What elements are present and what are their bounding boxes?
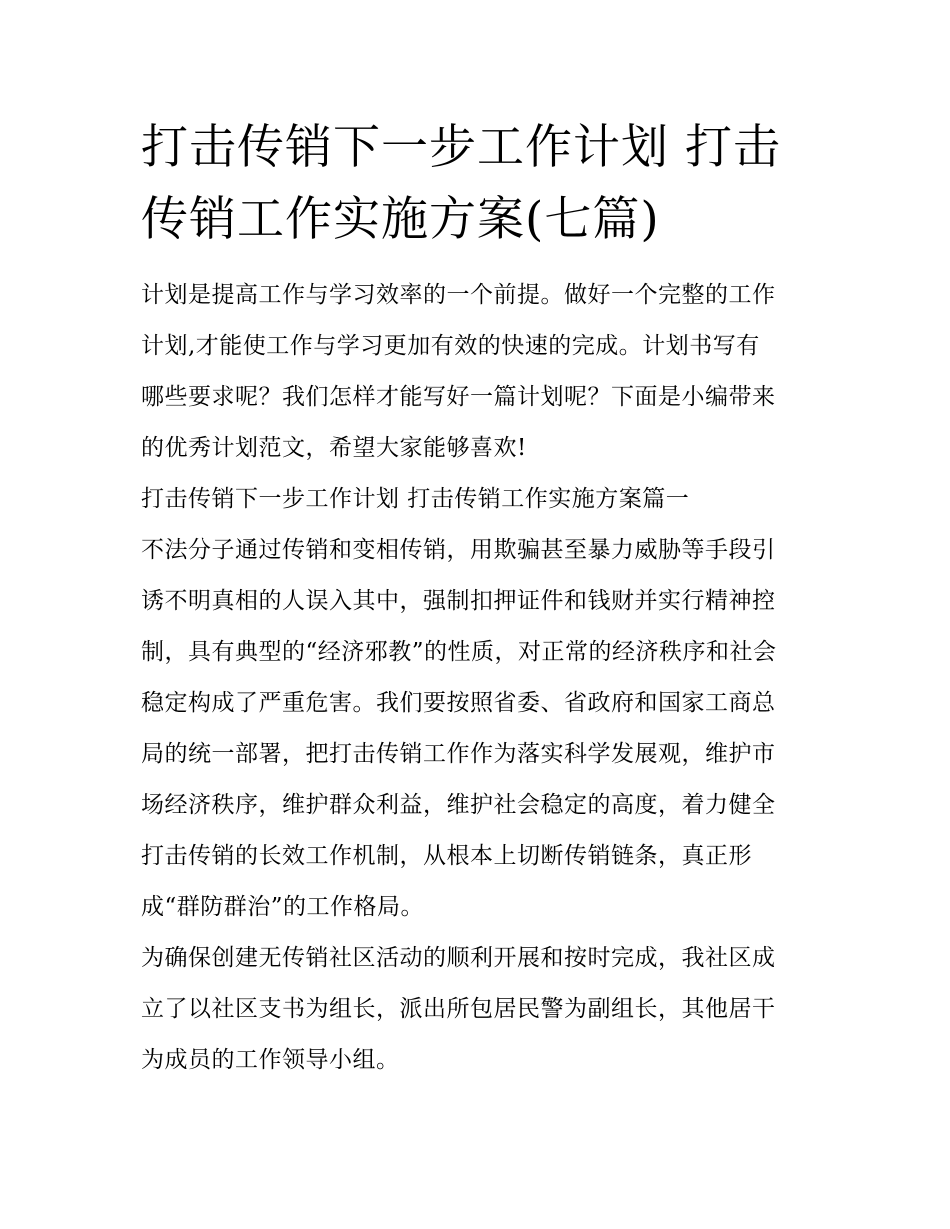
document-page <box>141 112 821 1086</box>
intro-paragraph: 计划是提高工作与学习效率的一个前提。做好一个完整的工作 计划,才能使工作与学习更加有效的快速的完成。计划书写有 哪些要求呢？我们怎样才能写好一篇计划呢？下面是小编带来 的优秀计划范文，希望大家能够喜欢! <box>141 282 776 461</box>
section-heading: 打击传销下一步工作计划 打击传销工作实施方案篇一 <box>141 486 690 512</box>
body-paragraph: 为确保创建无传销社区活动的顺利开展和按时完成，我社区成 立了以社区支书为组长，派出所包居民警为副组长，其他居干 为成员的工作领导小组。 <box>141 945 776 1073</box>
document-body <box>141 270 821 1086</box>
body-paragraph: 不法分子通过传销和变相传销，用欺骗甚至暴力威胁等手段引 诱不明真相的人误入其中，强制扣押证件和钱财并实行精神控 制，具有典型的“经济邪教”的性质，对正常的经济秩序和社会 稳定构成了严重危害。我们要按照省委、省政府和国家工商总 局的统一部署，把打击传销工作作为落实科学发展观，维护市 场经济秩序，维护群众利益，维护社会稳定的高度，着力健全 打击传销的长效工作机制，从根本上切断传销链条，真正形 成“群防群治”的工作格局。 <box>141 537 777 920</box>
document-title: 打击传销下一步工作计划 打击 传销工作实施方案(七篇) <box>141 120 781 247</box>
